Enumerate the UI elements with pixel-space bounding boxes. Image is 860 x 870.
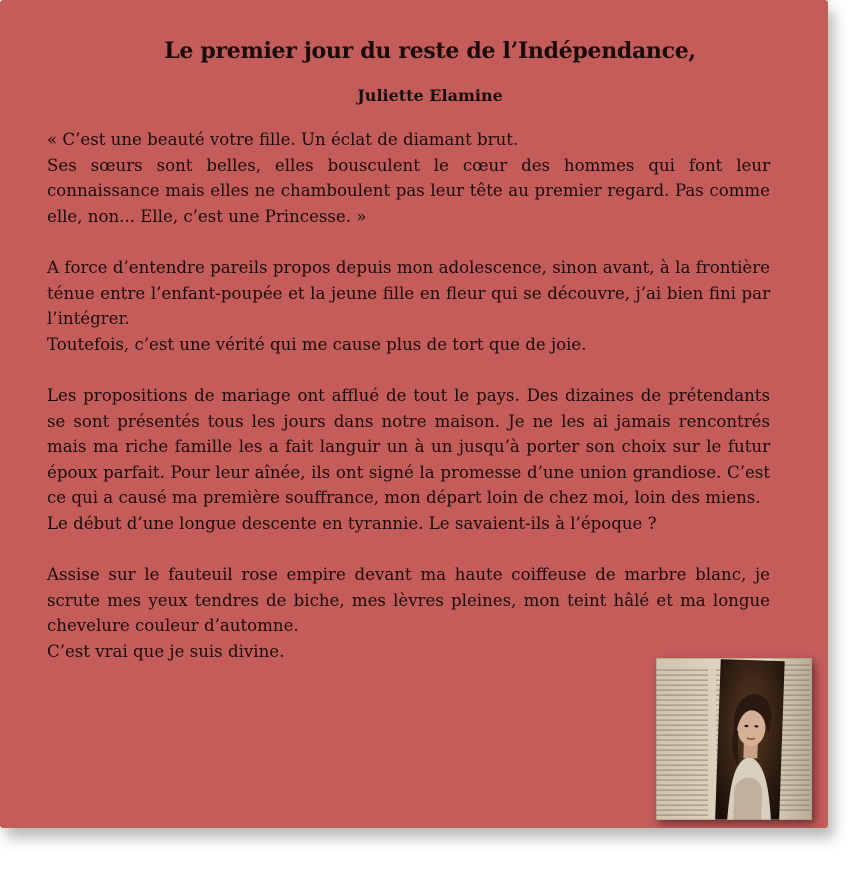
book-portrait-photo <box>656 658 812 820</box>
paragraph-line: C’est vrai que je suis divine. <box>47 641 285 661</box>
paragraph-line: « C’est une beauté votre fille. Un éclat de diamant brut. <box>47 130 519 149</box>
paragraph-line: Le début d’une longue descente en tyrannie. Le savaient-ils à l’époque ? <box>47 513 657 533</box>
paragraph-line: Assise sur le fauteuil rose empire devant ma haute coiffeuse de marbre blanc, je scrute mes yeux tendres de biche, mes lèvres pleines, mon teint hâlé et ma longue chevelure couleur d’automne. <box>47 565 770 636</box>
paragraph-line: A force d’entendre pareils propos depuis mon adolescence, sinon avant, à la frontière ténue entre l’enfant-poupée et la jeune fille en fleur qui se découvre, j’ai bien fini par l’intégrer. <box>47 257 770 329</box>
paragraph-3 <box>47 383 770 537</box>
book-portrait-illustration <box>656 658 812 820</box>
document-title: Le premier jour du reste de l’Indépendance, <box>164 38 696 64</box>
document-author: Juliette Elamine <box>357 86 503 105</box>
document-body <box>47 127 770 690</box>
paragraph-2 <box>47 255 770 357</box>
paragraph-4 <box>47 562 770 664</box>
paragraph-1 <box>47 127 770 229</box>
paragraph-line: Les propositions de mariage ont afflué de tout le pays. Des dizaines de prétendants se sont présentés tous les jours dans notre maison. Je ne les ai jamais rencontrés mais ma riche famille les a fait languir un à un jusqu’à porter son choix sur le futur époux parfait. Pour leur aînée, ils ont signé la promesse d’une union grandiose. C’est ce qui a causé ma première souffrance, mon départ loin de chez moi, loin des miens. <box>47 385 770 508</box>
paragraph-line: Ses sœurs sont belles, elles bousculent le cœur des hommes qui font leur connaissance mais elles ne chamboulent pas leur tête au premier regard. Pas comme elle, non... Elle, c’est une Princesse. » <box>47 155 770 226</box>
paragraph-line: Toutefois, c’est une vérité qui me cause plus de tort que de joie. <box>47 334 587 354</box>
